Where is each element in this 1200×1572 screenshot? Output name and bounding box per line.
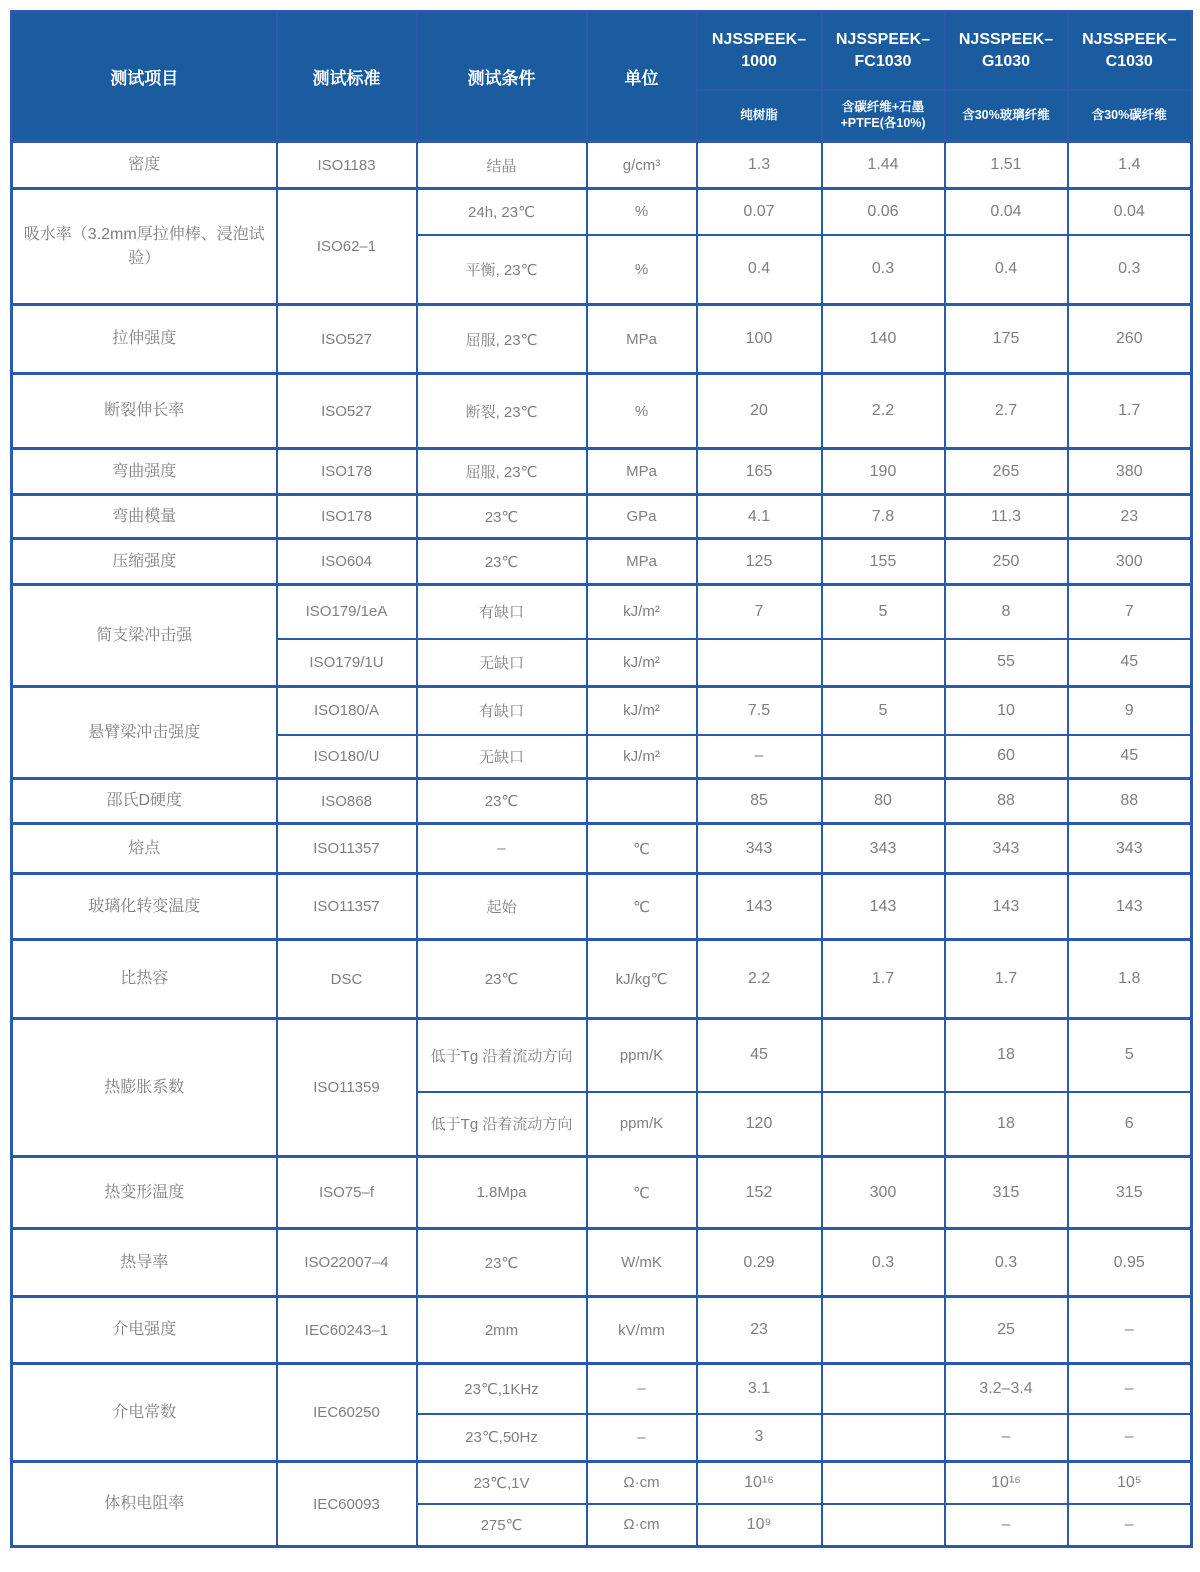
value-cell: 55	[945, 639, 1068, 687]
value-cell: –	[1068, 1297, 1192, 1364]
item-cell: 介电常数	[12, 1364, 277, 1462]
value-cell: 2.7	[945, 374, 1068, 449]
value-cell: 7.5	[697, 687, 822, 735]
value-cell: 4.1	[697, 495, 822, 539]
value-cell: –	[1068, 1414, 1192, 1462]
table-row	[12, 495, 1192, 539]
value-cell: 300	[1068, 539, 1192, 585]
col-header-standard: 测试标准	[277, 12, 417, 142]
item-cell: 简支梁冲击强	[12, 585, 277, 687]
value-cell: 343	[697, 824, 822, 874]
unit-cell: kJ/m²	[587, 639, 697, 687]
table-row	[12, 824, 1192, 874]
value-cell	[822, 1462, 945, 1504]
item-cell: 弯曲模量	[12, 495, 277, 539]
value-cell: 23	[697, 1297, 822, 1364]
condition-cell: 23℃,1V	[417, 1462, 587, 1504]
value-cell: 11.3	[945, 495, 1068, 539]
table-row	[12, 779, 1192, 824]
condition-cell: 有缺口	[417, 687, 587, 735]
table-row	[12, 305, 1192, 374]
unit-cell: g/cm³	[587, 142, 697, 189]
item-cell: 体积电阻率	[12, 1462, 277, 1547]
value-cell	[822, 1364, 945, 1414]
product-name-1000: NJSSPEEK–1000	[697, 12, 822, 90]
value-cell: 9	[1068, 687, 1192, 735]
value-cell	[822, 1019, 945, 1092]
item-cell: 密度	[12, 142, 277, 189]
standard-cell: ISO179/1eA	[277, 585, 417, 639]
unit-cell: –	[587, 1414, 697, 1462]
condition-cell: 23℃	[417, 779, 587, 824]
value-cell: 0.95	[1068, 1229, 1192, 1297]
standard-cell: ISO180/U	[277, 735, 417, 779]
standard-cell: ISO11357	[277, 874, 417, 940]
col-header-condition: 测试条件	[417, 12, 587, 142]
item-cell: 热导率	[12, 1229, 277, 1297]
value-cell: 18	[945, 1092, 1068, 1157]
item-cell: 吸水率（3.2mm厚拉伸棒、浸泡试验）	[12, 189, 277, 305]
value-cell: 3.1	[697, 1364, 822, 1414]
value-cell: 0.4	[697, 235, 822, 305]
value-cell: 152	[697, 1157, 822, 1229]
condition-cell: 屈服, 23℃	[417, 305, 587, 374]
value-cell: 0.29	[697, 1229, 822, 1297]
unit-cell: kJ/m²	[587, 735, 697, 779]
unit-cell	[587, 779, 697, 824]
value-cell: 20	[697, 374, 822, 449]
value-cell: 0.04	[1068, 189, 1192, 235]
value-cell: 80	[822, 779, 945, 824]
value-cell	[822, 1092, 945, 1157]
unit-cell: GPa	[587, 495, 697, 539]
value-cell: 88	[945, 779, 1068, 824]
condition-cell: 平衡, 23℃	[417, 235, 587, 305]
item-cell: 弯曲强度	[12, 449, 277, 495]
item-cell: 压缩强度	[12, 539, 277, 585]
condition-cell: 1.8Mpa	[417, 1157, 587, 1229]
condition-cell: 结晶	[417, 142, 587, 189]
value-cell: 1.51	[945, 142, 1068, 189]
standard-cell: ISO75–f	[277, 1157, 417, 1229]
value-cell: 1.3	[697, 142, 822, 189]
value-cell: 175	[945, 305, 1068, 374]
item-cell: 邵氏D硬度	[12, 779, 277, 824]
value-cell: 265	[945, 449, 1068, 495]
condition-cell: 23℃	[417, 940, 587, 1019]
standard-cell: ISO604	[277, 539, 417, 585]
condition-cell: 断裂, 23℃	[417, 374, 587, 449]
item-cell: 热膨胀系数	[12, 1019, 277, 1157]
condition-cell: 23℃,50Hz	[417, 1414, 587, 1462]
standard-cell: ISO22007–4	[277, 1229, 417, 1297]
standard-cell: DSC	[277, 940, 417, 1019]
table-row	[12, 1229, 1192, 1297]
unit-cell: ℃	[587, 1157, 697, 1229]
table-row	[12, 142, 1192, 189]
col-header-test-item: 测试项目	[12, 12, 277, 142]
item-cell: 比热容	[12, 940, 277, 1019]
table-row	[12, 940, 1192, 1019]
value-cell: 143	[945, 874, 1068, 940]
unit-cell: kJ/m²	[587, 585, 697, 639]
value-cell: 125	[697, 539, 822, 585]
standard-cell: ISO11359	[277, 1019, 417, 1157]
table-row	[12, 1019, 1192, 1092]
condition-cell: 有缺口	[417, 585, 587, 639]
value-cell: 88	[1068, 779, 1192, 824]
col-header-unit: 单位	[587, 12, 697, 142]
standard-cell: IEC60250	[277, 1364, 417, 1462]
value-cell: 2.2	[697, 940, 822, 1019]
condition-cell: 23℃	[417, 495, 587, 539]
item-cell: 断裂伸长率	[12, 374, 277, 449]
standard-cell: ISO527	[277, 305, 417, 374]
unit-cell: ppm/K	[587, 1019, 697, 1092]
value-cell: 18	[945, 1019, 1068, 1092]
unit-cell: kJ/kg℃	[587, 940, 697, 1019]
value-cell: 5	[1068, 1019, 1192, 1092]
unit-cell: %	[587, 235, 697, 305]
value-cell: 1.7	[1068, 374, 1192, 449]
value-cell: 143	[822, 874, 945, 940]
value-cell: 380	[1068, 449, 1192, 495]
table-row	[12, 374, 1192, 449]
standard-cell: ISO178	[277, 449, 417, 495]
value-cell: 85	[697, 779, 822, 824]
value-cell: 343	[945, 824, 1068, 874]
standard-cell: ISO62–1	[277, 189, 417, 305]
standard-cell: ISO11357	[277, 824, 417, 874]
condition-cell: 23℃	[417, 539, 587, 585]
value-cell	[822, 1414, 945, 1462]
unit-cell: Ω·cm	[587, 1462, 697, 1504]
value-cell: 1.44	[822, 142, 945, 189]
unit-cell: %	[587, 189, 697, 235]
table-row	[12, 1157, 1192, 1229]
value-cell: –	[1068, 1364, 1192, 1414]
item-cell: 悬臂梁冲击强度	[12, 687, 277, 779]
unit-cell: %	[587, 374, 697, 449]
value-cell: 60	[945, 735, 1068, 779]
value-cell: 2.2	[822, 374, 945, 449]
unit-cell: kV/mm	[587, 1297, 697, 1364]
value-cell: 10¹⁶	[697, 1462, 822, 1504]
standard-cell: ISO180/A	[277, 687, 417, 735]
value-cell: 6	[1068, 1092, 1192, 1157]
condition-cell: 无缺口	[417, 639, 587, 687]
product-name-fc1030: NJSSPEEK–FC1030	[822, 12, 945, 90]
standard-cell: ISO527	[277, 374, 417, 449]
value-cell: 250	[945, 539, 1068, 585]
value-cell: 190	[822, 449, 945, 495]
table-row	[12, 189, 1192, 235]
value-cell: 315	[945, 1157, 1068, 1229]
unit-cell: kJ/m²	[587, 687, 697, 735]
table-row	[12, 874, 1192, 940]
value-cell: –	[1068, 1504, 1192, 1547]
condition-cell: 无缺口	[417, 735, 587, 779]
value-cell: 45	[1068, 639, 1192, 687]
value-cell: 10⁹	[697, 1504, 822, 1547]
value-cell: 0.3	[822, 1229, 945, 1297]
value-cell: –	[945, 1414, 1068, 1462]
standard-cell: IEC60093	[277, 1462, 417, 1547]
condition-cell: 低于Tg 沿着流动方向	[417, 1092, 587, 1157]
item-cell: 熔点	[12, 824, 277, 874]
value-cell	[822, 1504, 945, 1547]
value-cell: 3.2–3.4	[945, 1364, 1068, 1414]
unit-cell: ℃	[587, 824, 697, 874]
value-cell: 45	[697, 1019, 822, 1092]
condition-cell: –	[417, 824, 587, 874]
value-cell: 155	[822, 539, 945, 585]
value-cell: 0.06	[822, 189, 945, 235]
value-cell: 1.7	[945, 940, 1068, 1019]
table-row	[12, 1462, 1192, 1504]
value-cell: 140	[822, 305, 945, 374]
product-desc-g1030: 含30%玻璃纤维	[945, 90, 1068, 142]
value-cell: 100	[697, 305, 822, 374]
condition-cell: 275℃	[417, 1504, 587, 1547]
product-desc-c1030: 含30%碳纤维	[1068, 90, 1192, 142]
value-cell: 315	[1068, 1157, 1192, 1229]
condition-cell: 屈服, 23℃	[417, 449, 587, 495]
unit-cell: Ω·cm	[587, 1504, 697, 1547]
value-cell: 165	[697, 449, 822, 495]
value-cell: 0.07	[697, 189, 822, 235]
condition-cell: 低于Tg 沿着流动方向	[417, 1019, 587, 1092]
value-cell: 1.4	[1068, 142, 1192, 189]
value-cell: 143	[1068, 874, 1192, 940]
value-cell: 0.4	[945, 235, 1068, 305]
value-cell: 7	[697, 585, 822, 639]
value-cell: 23	[1068, 495, 1192, 539]
value-cell: 45	[1068, 735, 1192, 779]
item-cell: 热变形温度	[12, 1157, 277, 1229]
condition-cell: 23℃	[417, 1229, 587, 1297]
unit-cell: ℃	[587, 874, 697, 940]
value-cell: –	[697, 735, 822, 779]
condition-cell: 24h, 23℃	[417, 189, 587, 235]
unit-cell: –	[587, 1364, 697, 1414]
condition-cell: 23℃,1KHz	[417, 1364, 587, 1414]
value-cell	[822, 735, 945, 779]
table-row	[12, 1297, 1192, 1364]
standard-cell: ISO1183	[277, 142, 417, 189]
product-desc-1000: 纯树脂	[697, 90, 822, 142]
unit-cell: W/mK	[587, 1229, 697, 1297]
table-row	[12, 1364, 1192, 1414]
table-row	[12, 687, 1192, 735]
value-cell: 5	[822, 585, 945, 639]
unit-cell: MPa	[587, 305, 697, 374]
product-name-g1030: NJSSPEEK–G1030	[945, 12, 1068, 90]
unit-cell: MPa	[587, 449, 697, 495]
value-cell: 7.8	[822, 495, 945, 539]
product-name-c1030: NJSSPEEK–C1030	[1068, 12, 1192, 90]
value-cell: 5	[822, 687, 945, 735]
standard-cell: IEC60243–1	[277, 1297, 417, 1364]
value-cell: 10⁵	[1068, 1462, 1192, 1504]
value-cell: 343	[1068, 824, 1192, 874]
condition-cell: 起始	[417, 874, 587, 940]
item-cell: 玻璃化转变温度	[12, 874, 277, 940]
unit-cell: ppm/K	[587, 1092, 697, 1157]
value-cell: 300	[822, 1157, 945, 1229]
value-cell: 120	[697, 1092, 822, 1157]
value-cell: 10	[945, 687, 1068, 735]
value-cell: 25	[945, 1297, 1068, 1364]
value-cell: 260	[1068, 305, 1192, 374]
standard-cell: ISO868	[277, 779, 417, 824]
value-cell: 10¹⁶	[945, 1462, 1068, 1504]
table-row	[12, 585, 1192, 639]
item-cell: 拉伸强度	[12, 305, 277, 374]
value-cell: 343	[822, 824, 945, 874]
product-desc-fc1030: 含碳纤维+石墨+PTFE(各10%)	[822, 90, 945, 142]
value-cell: 0.3	[822, 235, 945, 305]
table-row	[12, 539, 1192, 585]
value-cell: –	[945, 1504, 1068, 1547]
value-cell: 143	[697, 874, 822, 940]
standard-cell: ISO179/1U	[277, 639, 417, 687]
standard-cell: ISO178	[277, 495, 417, 539]
value-cell: 0.3	[1068, 235, 1192, 305]
item-cell: 介电强度	[12, 1297, 277, 1364]
material-spec-table	[10, 10, 1193, 1548]
value-cell: 8	[945, 585, 1068, 639]
value-cell: 0.3	[945, 1229, 1068, 1297]
value-cell: 0.04	[945, 189, 1068, 235]
condition-cell: 2mm	[417, 1297, 587, 1364]
value-cell: 3	[697, 1414, 822, 1462]
value-cell: 1.8	[1068, 940, 1192, 1019]
unit-cell: MPa	[587, 539, 697, 585]
value-cell: 1.7	[822, 940, 945, 1019]
value-cell: 7	[1068, 585, 1192, 639]
table-row	[12, 449, 1192, 495]
value-cell	[697, 639, 822, 687]
value-cell	[822, 1297, 945, 1364]
value-cell	[822, 639, 945, 687]
